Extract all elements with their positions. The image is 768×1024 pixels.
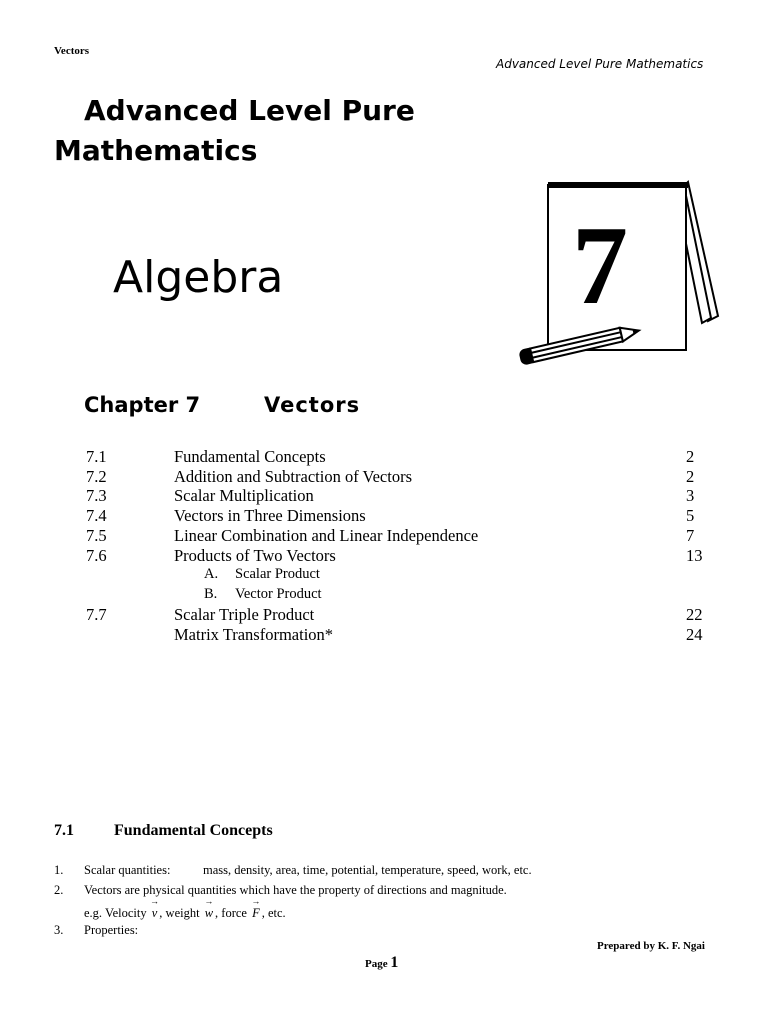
toc-row[interactable] [0, 506, 768, 526]
toc-title: Scalar Multiplication [174, 486, 314, 505]
toc-page: 7 [686, 526, 695, 545]
toc-title: Linear Combination and Linear Independence [174, 526, 479, 545]
chapter-label: Chapter 7 [84, 393, 201, 417]
toc-row[interactable] [0, 486, 768, 506]
toc-title: Scalar Triple Product [174, 605, 315, 624]
toc-row[interactable] [0, 605, 768, 625]
toc-subrow[interactable] [0, 586, 768, 604]
toc-sub-letter: A. [204, 566, 219, 582]
toc-number: 7.4 [86, 506, 107, 525]
notepad-number: 7 [572, 204, 628, 328]
toc-title: Matrix Transformation* [174, 625, 334, 644]
force-vector: → F [252, 903, 260, 921]
weight-vector: → w [205, 903, 213, 921]
book-title-line-1: Advanced Level Pure [84, 94, 415, 127]
example-prefix: e.g. Velocity [84, 906, 147, 920]
velocity-vector: → v [152, 903, 158, 921]
toc-number: 7.2 [86, 467, 107, 486]
list-label: Scalar quantities: [84, 863, 171, 877]
chapter-name: Vectors [264, 393, 361, 417]
example-separator: , weight [159, 906, 200, 920]
list-number: 2. [54, 883, 64, 897]
header-book-title: Advanced Level Pure Mathematics [496, 57, 704, 71]
page-number [365, 954, 398, 972]
toc-sub-title: Vector Product [235, 586, 322, 602]
toc-number: 7.1 [86, 447, 107, 466]
toc-row[interactable] [0, 526, 768, 546]
toc-number: 7.3 [86, 486, 107, 505]
section-title: Fundamental Concepts [114, 822, 273, 839]
vector-examples [84, 903, 286, 921]
book-title-line-2: Mathematics [54, 134, 258, 167]
toc-title: Vectors in Three Dimensions [174, 506, 366, 525]
list-text: Properties: [84, 923, 139, 937]
toc-row[interactable] [0, 625, 768, 645]
toc-number: 7.5 [86, 526, 107, 545]
author-credit [597, 940, 705, 952]
toc-page: 5 [686, 506, 695, 525]
toc-number: 7.7 [86, 605, 107, 624]
toc-subrow[interactable] [0, 566, 768, 584]
toc-page: 22 [686, 605, 703, 624]
subject-title: Algebra [113, 252, 284, 303]
toc-row[interactable] [0, 447, 768, 467]
example-suffix: , etc. [261, 906, 286, 920]
list-text: mass, density, area, time, potential, temperature, speed, work, etc. [203, 863, 532, 877]
prepared-label: Prepared by [597, 940, 655, 952]
example-separator: , force [215, 906, 247, 920]
list-text: Vectors are physical quantities which have the property of directions and magnitude. [84, 883, 507, 897]
page-label: Page [365, 958, 388, 970]
toc-page: 2 [686, 447, 695, 466]
list-number: 3. [54, 923, 64, 937]
toc-title: Products of Two Vectors [174, 546, 336, 565]
toc-page: 24 [686, 625, 703, 644]
toc-page: 3 [686, 486, 695, 505]
toc-sub-title: Scalar Product [235, 566, 320, 582]
toc-row[interactable] [0, 467, 768, 487]
toc-title: Addition and Subtraction of Vectors [174, 467, 412, 486]
section-number: 7.1 [54, 822, 74, 839]
header-chapter-name: Vectors [54, 45, 90, 57]
author-name: K. F. Ngai [657, 940, 705, 952]
notepad-pencil-icon [514, 178, 724, 373]
toc-page: 2 [686, 467, 695, 486]
toc-row[interactable] [0, 546, 768, 566]
page-number-value: 1 [390, 954, 399, 971]
toc-page: 13 [686, 546, 703, 565]
toc-title: Fundamental Concepts [174, 447, 326, 466]
list-number: 1. [54, 863, 64, 877]
toc-number: 7.6 [86, 546, 107, 565]
toc-sub-letter: B. [204, 586, 218, 602]
